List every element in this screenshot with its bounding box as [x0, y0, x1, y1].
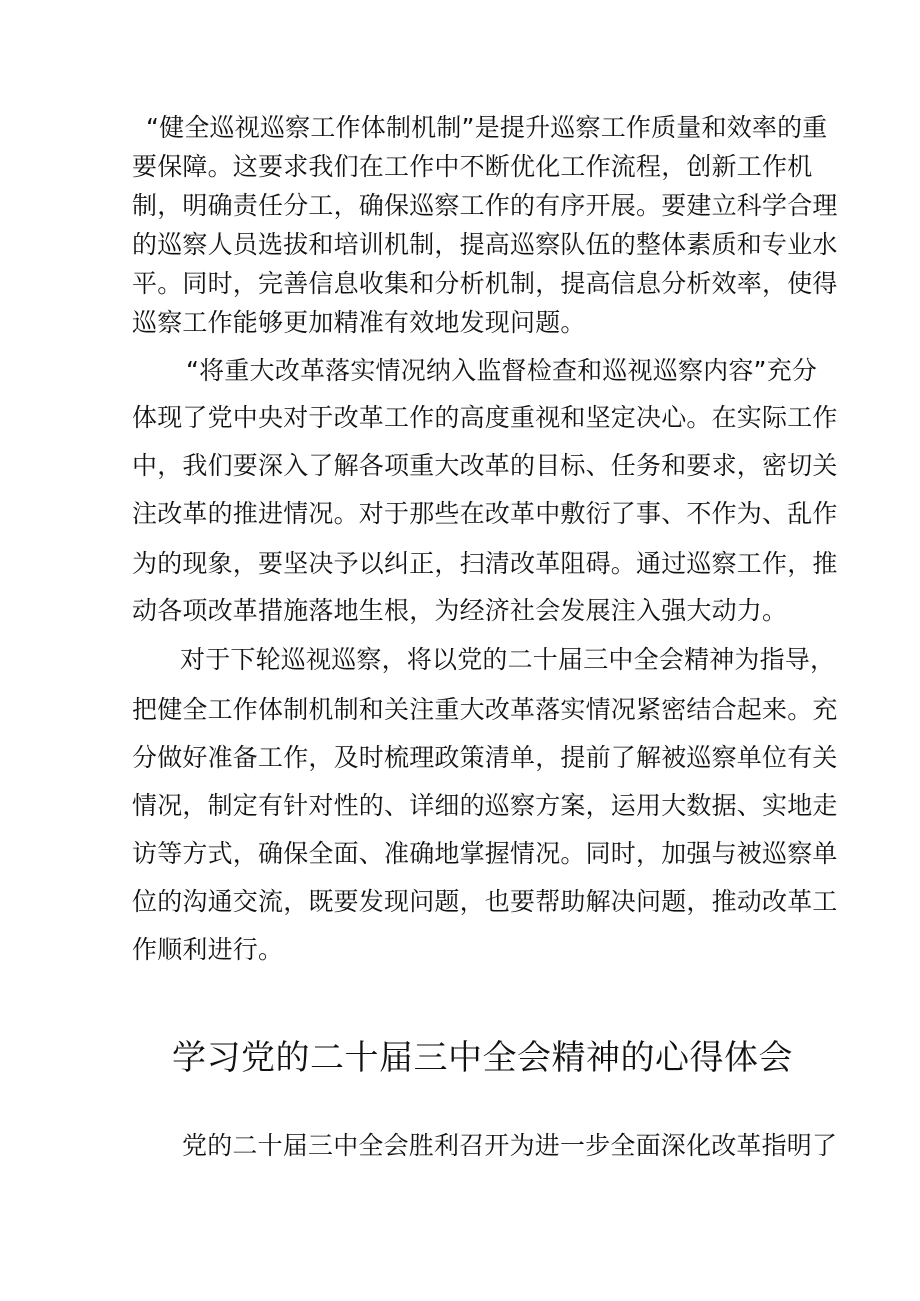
paragraph-line: 作顺利进行。: [132, 935, 284, 964]
paragraph-line: “将重大改革落实情况纳入监督检查和巡视巡察内容”充分: [186, 356, 818, 385]
paragraph-line: 动各项改革措施落地生根，为经济社会发展注入强大动力。: [132, 596, 788, 625]
paragraph-line: 位的沟通交流，既要发现问题，也要帮助解决问题，推动改革工: [132, 887, 838, 916]
paragraph-line: 体现了党中央对于改革工作的高度重视和坚定决心。在实际工作: [132, 403, 838, 432]
paragraph-line: 党的二十届三中全会胜利召开为进一步全面深化改革指明了: [182, 1131, 838, 1160]
paragraph-line: 制，明确责任分工，确保巡察工作的有序开展。要建立科学合理: [132, 191, 838, 220]
paragraph-line: 分做好准备工作，及时梳理政策清单，提前了解被巡察单位有关: [132, 743, 838, 772]
paragraph-line: 巡察工作能够更加精准有效地发现问题。: [132, 308, 586, 337]
paragraph-line: 访等方式，确保全面、准确地掌握情况。同时，加强与被巡察单: [132, 839, 838, 868]
paragraph-line: 情况，制定有针对性的、详细的巡察方案，运用大数据、实地走: [132, 791, 838, 820]
paragraph-line: 把健全工作体制机制和关注重大改革落实情况紧密结合起来。充: [132, 695, 838, 724]
paragraph-line: 对于下轮巡视巡察，将以党的二十届三中全会精神为指导，: [180, 645, 836, 674]
paragraph-line: 要保障。这要求我们在工作中不断优化工作流程，创新工作机: [132, 152, 813, 181]
paragraph-line: 中，我们要深入了解各项重大改革的目标、任务和要求，密切关: [132, 451, 838, 480]
paragraph-line: 注改革的推进情况。对于那些在改革中敷衍了事、不作为、乱作: [132, 499, 838, 528]
paragraph-line: 平。同时，完善信息收集和分析机制，提高信息分析效率，使得: [132, 269, 838, 298]
paragraph-line: 为的现象，要坚决予以纠正，扫清改革阻碍。通过巡察工作，推: [132, 549, 838, 578]
section-heading: 学习党的二十届三中全会精神的心得体会: [172, 1038, 793, 1078]
paragraph-line: 的巡察人员选拔和培训机制，提高巡察队伍的整体素质和专业水: [132, 230, 838, 259]
paragraph-line: “健全巡视巡察工作体制机制”是提升巡察工作质量和效率的重: [146, 113, 828, 142]
